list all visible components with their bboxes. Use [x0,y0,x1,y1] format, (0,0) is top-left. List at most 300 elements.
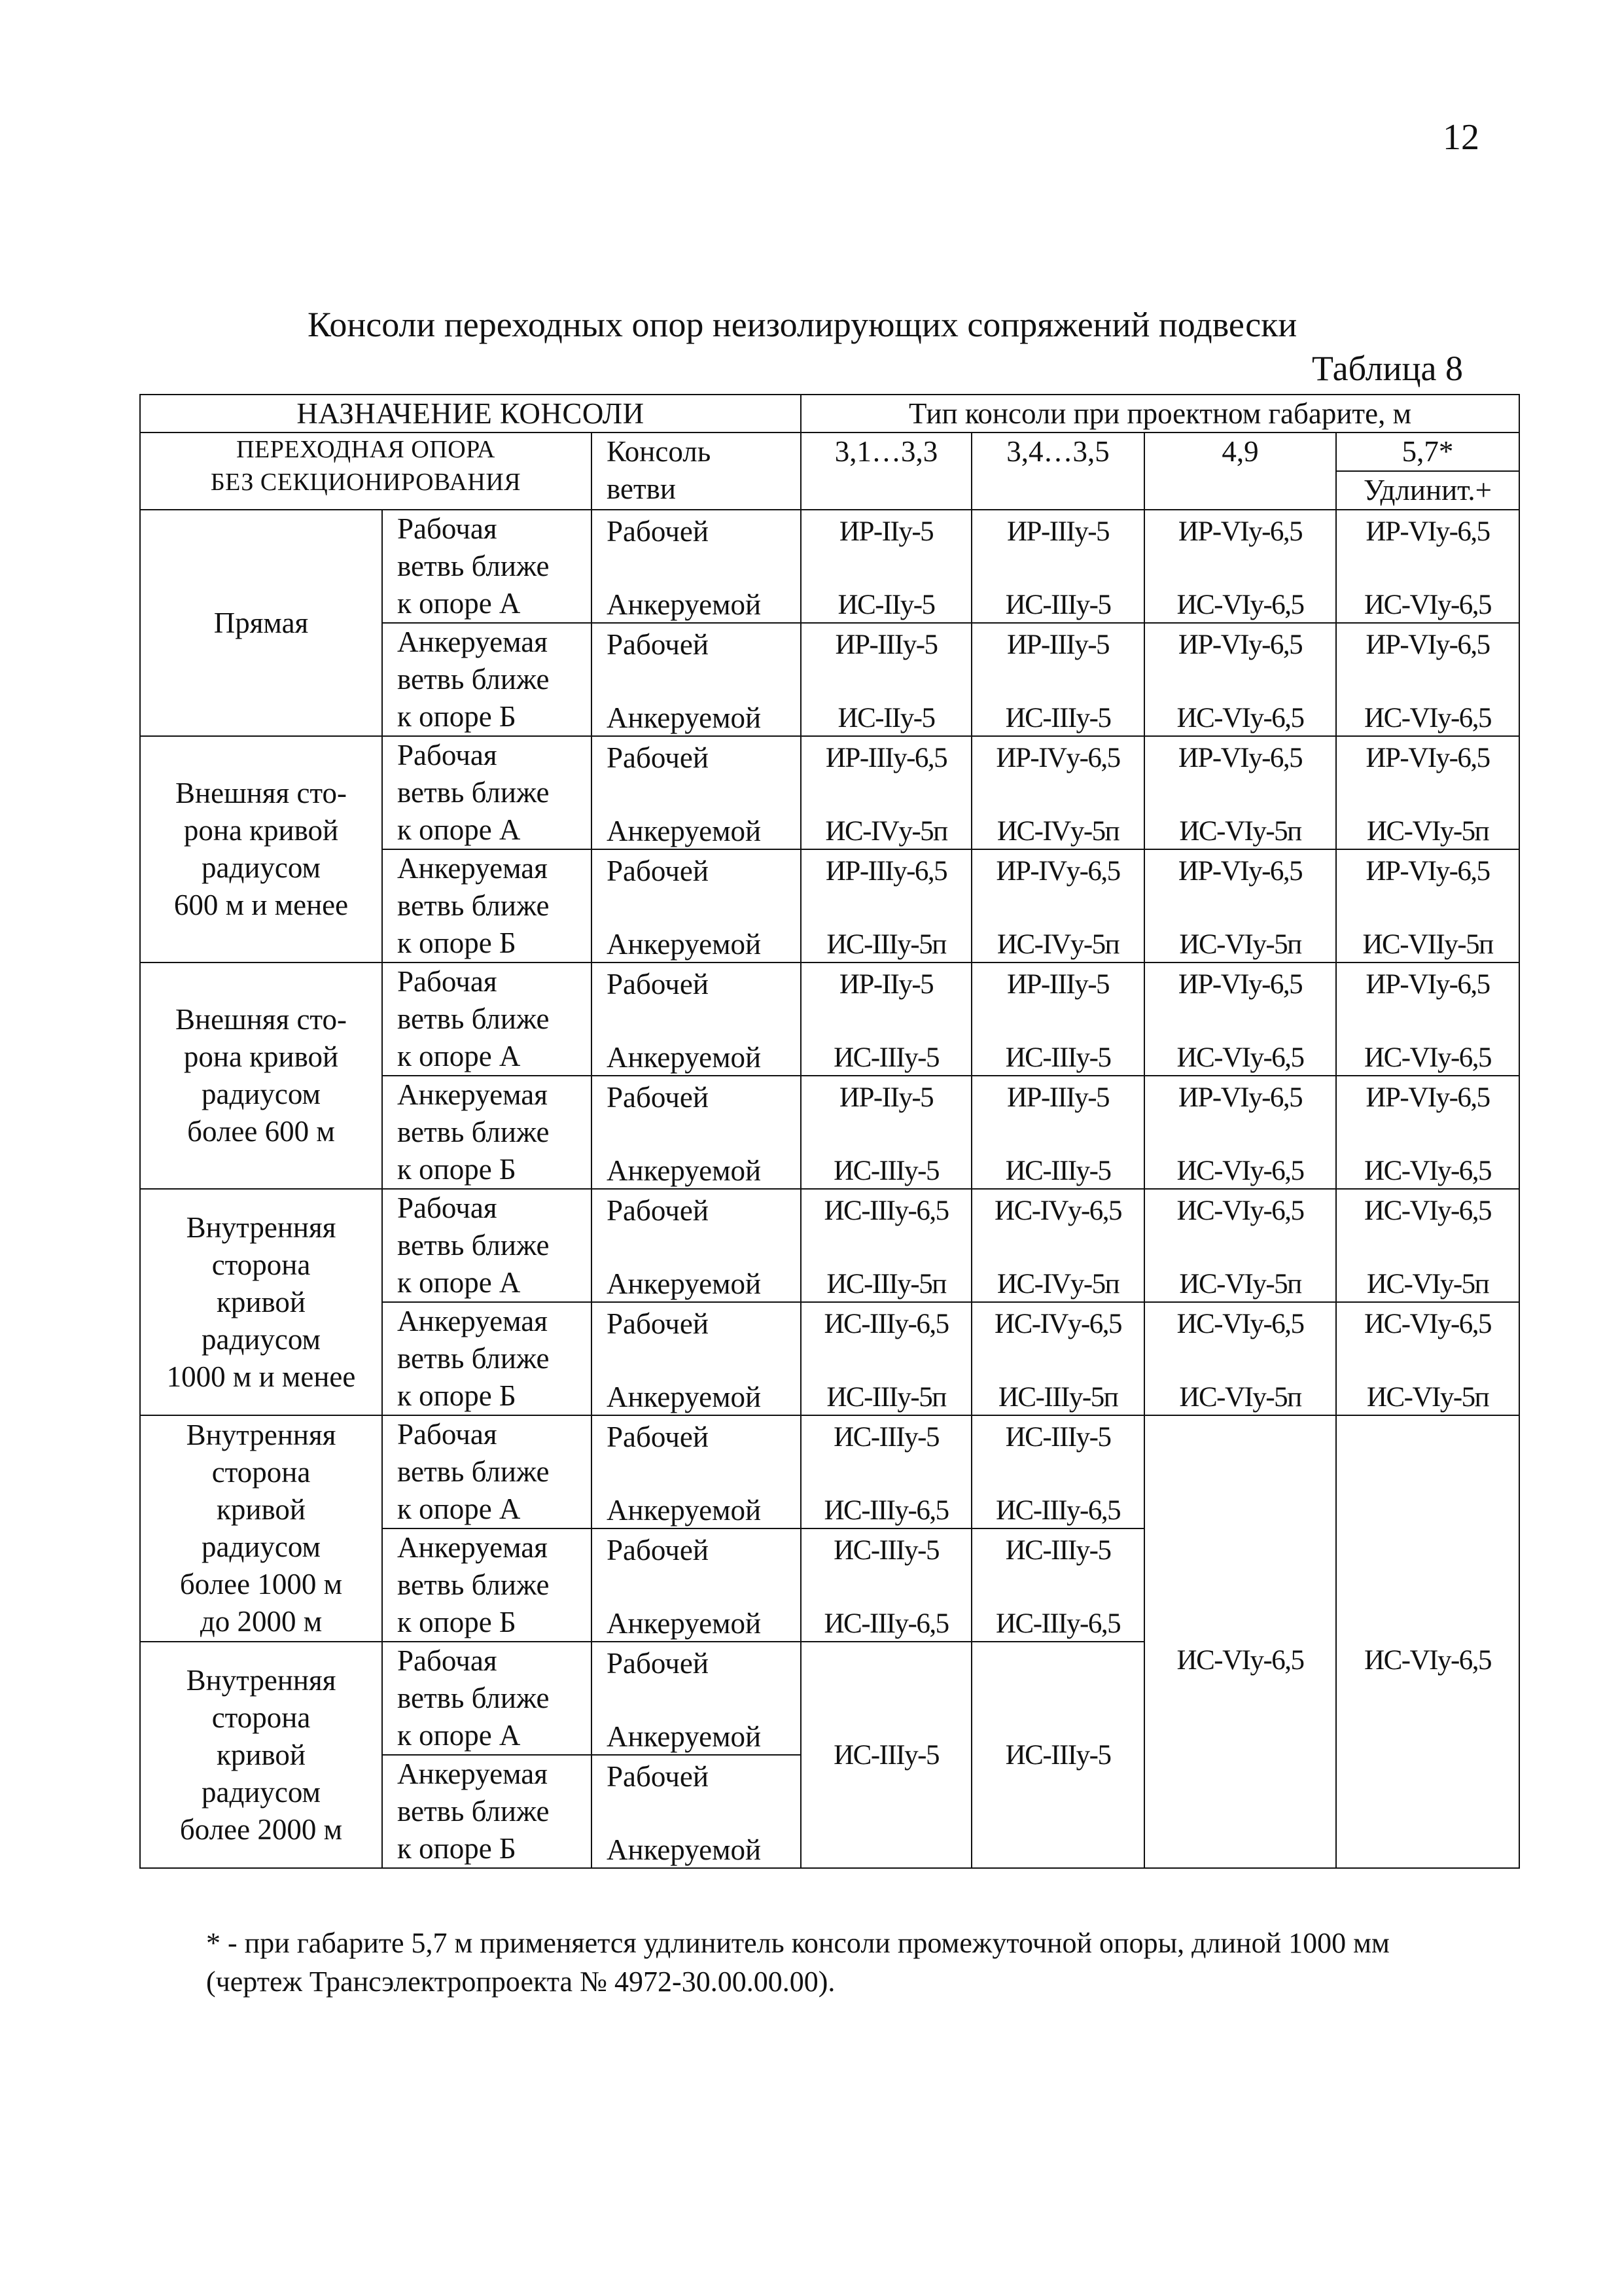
console-type-cell [972,736,1144,849]
console-anchored: Анкеруемой [607,1494,762,1527]
console-type-anchored: ИС-VIу-5п [1179,929,1301,960]
header-support-line1: ПЕРЕХОДНАЯ ОПОРА [236,436,495,463]
console-type-working: ИР-VIу-6,5 [1366,1082,1490,1113]
console-type-anchored: ИС-VIу-5п [1179,816,1301,847]
console-type-block [972,1529,1144,1641]
header-gauge-3: 4,9 [1144,433,1336,510]
console-type-block [802,1076,971,1188]
console-branch-cell [591,1076,801,1189]
console-type-cell [1144,623,1336,736]
console-type-cell [1144,510,1336,623]
group-label-line: до 2000 м [200,1605,323,1638]
console-type-block [802,1303,971,1415]
console-type-block [802,1190,971,1301]
console-type-working: ИР-VIу-6,5 [1366,969,1490,1000]
console-type-block [1145,737,1335,849]
console-type-cell [972,849,1144,963]
branch-line: к опоре А [397,1266,521,1299]
console-type-block [1337,850,1519,962]
console-working: Рабочей [607,1534,709,1566]
console-type-working: ИР-VIу-6,5 [1366,629,1490,660]
console-anchored: Анкеруемой [607,1607,762,1640]
branch-line: Анкеруемая [397,1078,548,1111]
group-label-line: 1000 м и менее [166,1360,356,1393]
console-type-block [1145,1190,1335,1301]
group-label-line: кривой [217,1493,306,1526]
console-type-cell [801,1189,972,1302]
console-type-cell [972,963,1144,1076]
console-type-block [1145,963,1335,1075]
group-label-line: более 2000 м [179,1812,343,1846]
branch-line: ветвь ближе [397,1002,550,1035]
branch-line: к опоре Б [397,700,516,733]
console-type-cell [1336,510,1519,623]
console-type-merged: ИС-IIIу-5 [834,1739,939,1771]
console-working: Рабочей [607,968,709,1000]
group-label-line: Внешняя сто- [175,777,347,809]
console-type-cell [1336,1076,1519,1189]
table-label: Таблица 8 [1312,349,1463,388]
console-type-block [1145,1076,1335,1188]
console-type-anchored: ИС-IIIу-5 [1005,590,1111,620]
group-label-cell [140,1642,382,1868]
console-working: Рабочей [607,741,709,774]
console-type-block [972,850,1144,962]
console-type-anchored: ИС-IIIу-5 [834,1156,939,1186]
console-type-block [1337,963,1519,1075]
console-type-anchored: ИС-VIу-6,5 [1176,1156,1304,1186]
console-type-cell [972,1076,1144,1189]
console-anchored: Анкеруемой [607,1154,762,1187]
group-label-line: сторона [211,1456,311,1489]
console-working: Рабочей [607,628,709,661]
console-type-block [972,1076,1144,1188]
console-type-cell [1336,623,1519,736]
console-type-block [972,963,1144,1075]
branch-line: ветвь ближе [397,1795,550,1828]
branch-line: к опоре Б [397,1379,516,1412]
console-type-working: ИР-VIу-6,5 [1178,629,1303,660]
branch-line: Рабочая [397,1192,497,1224]
group-label-cell [140,1415,382,1642]
console-type-cell [972,1189,1144,1302]
branch-position-cell [382,963,591,1076]
group-label-cell [140,1189,382,1415]
console-branch-block [607,624,800,735]
header-gauge-2: 3,4…3,5 [972,433,1144,510]
console-type-working: ИР-IIу-5 [839,1082,934,1113]
console-type-anchored: ИС-VIу-5п [1366,1382,1489,1413]
console-type-block [802,624,971,735]
console-anchored: Анкеруемой [607,701,762,734]
branch-line: Рабочая [397,1418,497,1451]
console-branch-block [607,963,800,1075]
branch-line: Рабочая [397,512,497,545]
branch-line: ветвь ближе [397,776,550,809]
console-type-anchored: ИС-VIу-5п [1179,1269,1301,1299]
console-type-cell [1144,1076,1336,1189]
console-type-working: ИС-IIIу-5 [1005,1535,1111,1566]
console-type-anchored: ИС-IIIу-6,5 [824,1495,949,1526]
branch-line: Анкеруемая [397,852,548,885]
console-type-working: ИР-IIу-5 [839,516,934,547]
header-support-line2: БЕЗ СЕКЦИОНИРОВАНИЯ [210,468,521,496]
console-type-working: ИР-IIIу-5 [1006,629,1110,660]
console-type-working: ИР-VIу-6,5 [1178,1082,1303,1113]
console-type-working: ИР-IIIу-5 [1006,1082,1110,1113]
branch-position-cell [382,1302,591,1415]
console-type-working: ИР-VIу-6,5 [1366,856,1490,887]
console-working: Рабочей [607,515,709,548]
group-label-line: радиусом [201,1322,321,1356]
console-anchored: Анкеруемой [607,1381,762,1413]
console-type-cell [801,623,972,736]
page-number: 12 [1443,117,1479,158]
console-type-block [972,1190,1144,1301]
branch-line: к опоре Б [397,1606,516,1638]
branch-line: Анкеруемая [397,626,548,658]
console-type-working: ИС-IIIу-5 [834,1535,939,1566]
group-label-line: сторона [211,1701,311,1734]
console-type-working: ИС-IVу-6,5 [995,1309,1122,1339]
console-type-working: ИР-VIу-6,5 [1178,969,1303,1000]
console-type-anchored: ИС-IIIу-5п [826,1269,946,1299]
console-type-cell [1144,1302,1336,1415]
console-type-working: ИР-VIу-6,5 [1366,743,1490,773]
branch-position-cell [382,1755,591,1868]
table-title: Консоли переходных опор неизолирующих сопряжений подвески [308,305,1297,344]
console-type-working: ИР-IIIу-5 [1006,516,1110,547]
console-type-anchored: ИС-IIIу-6,5 [995,1608,1121,1639]
console-type-anchored: ИС-IVу-5п [996,816,1120,847]
group-label-cell [140,963,382,1189]
console-type-anchored: ИС-VIу-6,5 [1176,1042,1304,1073]
console-working: Рабочей [607,1760,709,1793]
console-type-anchored: ИС-IIIу-5 [834,1042,939,1073]
console-type-cell [801,1415,972,1528]
console-type-anchored: ИС-IIу-5 [837,590,935,620]
console-type-merged-cell [1336,1415,1519,1868]
console-type-block [1337,1303,1519,1415]
console-type-working: ИР-IIIу-5 [835,629,938,660]
console-type-merged: ИС-VIу-6,5 [1364,1645,1492,1676]
table-row [140,963,1519,1076]
console-type-working: ИС-IIIу-5 [834,1422,939,1453]
consoles-table [139,394,1520,1869]
group-label-line: кривой [217,1285,306,1318]
branch-line: ветвь ближе [397,1116,550,1148]
console-type-cell [801,736,972,849]
console-type-cell [1336,1189,1519,1302]
console-type-anchored: ИС-VIIу-5п [1362,929,1493,960]
console-type-working: ИС-VIу-6,5 [1176,1195,1304,1226]
console-branch-cell [591,1528,801,1642]
console-type-cell [1336,736,1519,849]
console-working: Рабочей [607,1194,709,1227]
branch-line: Рабочая [397,965,497,998]
group-label-line: радиусом [201,1530,321,1563]
branch-line: ветвь ближе [397,1568,550,1601]
console-type-cell [801,510,972,623]
console-branch-cell [591,1302,801,1415]
console-type-working: ИР-VIу-6,5 [1178,516,1303,547]
branch-line: Рабочая [397,1644,497,1677]
console-branch-cell [591,1755,801,1868]
console-type-working: ИР-VIу-6,5 [1178,743,1303,773]
console-type-anchored: ИС-IVу-5п [825,816,947,847]
branch-line: ветвь ближе [397,889,550,922]
console-type-anchored: ИС-IIIу-5 [1005,703,1111,733]
branch-line: ветвь ближе [397,550,550,582]
header-branch-console-line2: ветви [607,472,676,505]
console-type-working: ИР-IVу-6,5 [996,743,1120,773]
group-label-line: Внутренняя [186,1419,336,1451]
branch-line: Анкеруемая [397,1531,548,1564]
console-type-anchored: ИС-IVу-5п [996,1269,1120,1299]
console-type-block [802,510,971,622]
console-type-block [972,737,1144,849]
group-label-line: кривой [217,1738,306,1771]
console-type-merged-cell [1144,1415,1336,1868]
console-type-block [802,963,971,1075]
console-type-anchored: ИС-IIIу-5 [1005,1156,1111,1186]
console-anchored: Анкеруемой [607,928,762,961]
console-anchored: Анкеруемой [607,1833,762,1866]
console-type-block [1145,1303,1335,1415]
console-type-anchored: ИС-IIIу-6,5 [995,1495,1121,1526]
branch-position-cell [382,849,591,963]
console-working: Рабочей [607,1647,709,1680]
header-support [140,433,591,510]
console-type-working: ИР-IIIу-5 [1006,969,1110,1000]
console-type-block [972,624,1144,735]
console-branch-cell [591,963,801,1076]
group-label-line: Прямая [213,606,309,639]
console-type-cell [801,849,972,963]
console-type-anchored: ИС-IIIу-6,5 [824,1608,949,1639]
group-label-line: более 600 м [187,1115,335,1148]
console-type-anchored: ИС-VIу-5п [1366,1269,1489,1299]
header-branch-console-line1: Консоль [607,435,711,468]
console-branch-block [607,737,800,849]
branch-line: ветвь ближе [397,1455,550,1488]
console-type-cell [801,963,972,1076]
branch-line: к опоре А [397,1492,521,1525]
branch-line: ветвь ближе [397,663,550,696]
branch-position-cell [382,1076,591,1189]
console-branch-block [607,1642,800,1754]
table-row [140,510,1519,623]
branch-position-cell [382,1189,591,1302]
console-working: Рабочей [607,1421,709,1453]
group-label-cell [140,736,382,963]
console-branch-block [607,1076,800,1188]
console-type-anchored: ИС-VIу-6,5 [1364,1156,1492,1186]
console-type-working: ИР-VIу-6,5 [1366,516,1490,547]
console-type-merged-cell [801,1642,972,1868]
console-type-anchored: ИС-IVу-5п [996,929,1120,960]
console-type-anchored: ИС-VIу-6,5 [1364,1042,1492,1073]
branch-line: к опоре А [397,813,521,846]
branch-position-cell [382,1528,591,1642]
header-gauge-1: 3,1…3,3 [801,433,972,510]
console-branch-block [607,510,800,622]
console-type-anchored: ИС-VIу-6,5 [1364,703,1492,733]
branch-line: к опоре Б [397,1153,516,1186]
group-label-line: 600 м и менее [173,889,349,921]
branch-line: Анкеруемая [397,1757,548,1790]
branch-line: к опоре Б [397,927,516,959]
console-branch-block [607,1756,800,1867]
header-extender: Удлинит.+ [1336,471,1519,510]
console-type-block [972,1416,1144,1528]
console-type-cell [1336,849,1519,963]
console-type-anchored: ИС-VIу-5п [1179,1382,1301,1413]
console-type-working: ИР-IIу-5 [839,969,934,1000]
console-branch-block [607,1416,800,1528]
group-label-cell [140,510,382,736]
group-label-line: более 1000 м [179,1568,343,1600]
console-type-block [1145,510,1335,622]
console-type-merged: ИС-VIу-6,5 [1176,1645,1304,1676]
console-type-cell [1144,1189,1336,1302]
console-type-cell [1336,963,1519,1076]
console-type-block [802,1416,971,1528]
group-label-line: радиусом [201,1775,321,1809]
header-gauge-4: 5,7* [1336,433,1519,471]
branch-position-cell [382,510,591,623]
branch-line: Анкеруемая [397,1305,548,1337]
console-branch-cell [591,623,801,736]
console-type-working: ИР-IVу-6,5 [996,856,1120,887]
console-type-anchored: ИС-IIу-5 [837,703,935,733]
console-type-cell [801,1076,972,1189]
console-type-working: ИС-IIIу-5 [1005,1422,1111,1453]
console-type-block [1337,1190,1519,1301]
header-type-by-gauge: Тип консоли при проектном габарите, м [801,395,1519,433]
console-working: Рабочей [607,1081,709,1114]
console-type-cell [972,623,1144,736]
footnote-line-1: * - при габарите 5,7 м применяется удлинитель консоли промежуточной опоры, длиной 1000 мм [206,1927,1390,1959]
console-branch-block [607,1303,800,1415]
branch-line: к опоре Б [397,1832,516,1865]
console-type-block [972,510,1144,622]
console-type-anchored: ИС-VIу-5п [1366,816,1489,847]
console-type-anchored: ИС-IIIу-5 [1005,1042,1111,1073]
console-type-cell [972,1302,1144,1415]
console-type-block [1337,510,1519,622]
console-working: Рабочей [607,1307,709,1340]
group-label-line: радиусом [201,851,321,884]
branch-position-cell [382,623,591,736]
branch-position-cell [382,736,591,849]
console-branch-block [607,850,800,962]
console-type-merged-cell [972,1642,1144,1868]
console-type-cell [972,1415,1144,1528]
console-type-block [1337,624,1519,735]
console-type-block [802,850,971,962]
console-type-block [1145,624,1335,735]
console-type-block [802,1529,971,1641]
console-anchored: Анкеруемой [607,588,762,621]
console-type-working: ИС-VIу-6,5 [1364,1195,1492,1226]
console-anchored: Анкеруемой [607,1267,762,1300]
group-label-line: Внешняя сто- [175,1003,347,1036]
console-branch-cell [591,1642,801,1755]
console-type-cell [1144,736,1336,849]
branch-line: ветвь ближе [397,1682,550,1714]
table-row [140,736,1519,849]
group-label-line: рона кривой [183,814,339,847]
footnote [206,1924,1482,2001]
branch-line: к опоре А [397,587,521,620]
console-type-anchored: ИС-VIу-6,5 [1176,703,1304,733]
console-type-anchored: ИС-IIIу-5п [998,1382,1118,1413]
console-type-anchored: ИС-VIу-6,5 [1176,590,1304,620]
console-anchored: Анкеруемой [607,1720,762,1753]
console-branch-cell [591,849,801,963]
console-type-anchored: ИС-IIIу-5п [826,1382,946,1413]
console-branch-cell [591,510,801,623]
console-type-working: ИС-VIу-6,5 [1176,1309,1304,1339]
group-label-line: Внутренняя [186,1210,336,1244]
group-label-line: рона кривой [183,1040,339,1073]
console-type-block [1337,1076,1519,1188]
console-type-cell [1336,1302,1519,1415]
branch-line: ветвь ближе [397,1342,550,1375]
branch-line: ветвь ближе [397,1229,550,1262]
console-branch-cell [591,736,801,849]
console-type-working: ИС-IVу-6,5 [995,1195,1122,1226]
console-type-cell [972,1528,1144,1642]
console-type-working: ИР-IIIу-6,5 [825,743,947,773]
console-type-working: ИС-IIIу-6,5 [824,1309,949,1339]
console-type-cell [801,1302,972,1415]
branch-position-cell [382,1415,591,1528]
console-type-block [802,737,971,849]
console-type-cell [801,1528,972,1642]
console-type-anchored: ИС-VIу-6,5 [1364,590,1492,620]
table-row [140,1189,1519,1302]
console-type-block [1337,737,1519,849]
group-label-line: сторона [211,1248,311,1281]
branch-position-cell [382,1642,591,1755]
console-branch-cell [591,1189,801,1302]
console-type-cell [972,510,1144,623]
branch-line: Рабочая [397,739,497,771]
console-branch-cell [591,1415,801,1528]
console-type-cell [1144,963,1336,1076]
group-label-line: радиусом [201,1078,321,1110]
console-type-anchored: ИС-IIIу-5п [826,929,946,960]
group-label-line: Внутренняя [186,1663,336,1697]
header-branch-console [591,433,801,510]
table-row [140,1415,1519,1528]
branch-line: к опоре А [397,1040,521,1072]
branch-line: к опоре А [397,1719,521,1752]
console-type-working: ИР-IIIу-6,5 [825,856,947,887]
console-type-working: ИС-IIIу-6,5 [824,1195,949,1226]
header-purpose: НАЗНАЧЕНИЕ КОНСОЛИ [140,395,801,433]
console-type-cell [1144,849,1336,963]
console-working: Рабочей [607,855,709,887]
console-type-block [972,1303,1144,1415]
footnote-line-2: (чертеж Трансэлектропроекта № 4972-30.00.00.00). [206,1966,836,1998]
console-branch-block [607,1190,800,1301]
console-type-merged: ИС-IIIу-5 [1005,1739,1111,1771]
console-anchored: Анкеруемой [607,1041,762,1074]
console-type-working: ИС-VIу-6,5 [1364,1309,1492,1339]
